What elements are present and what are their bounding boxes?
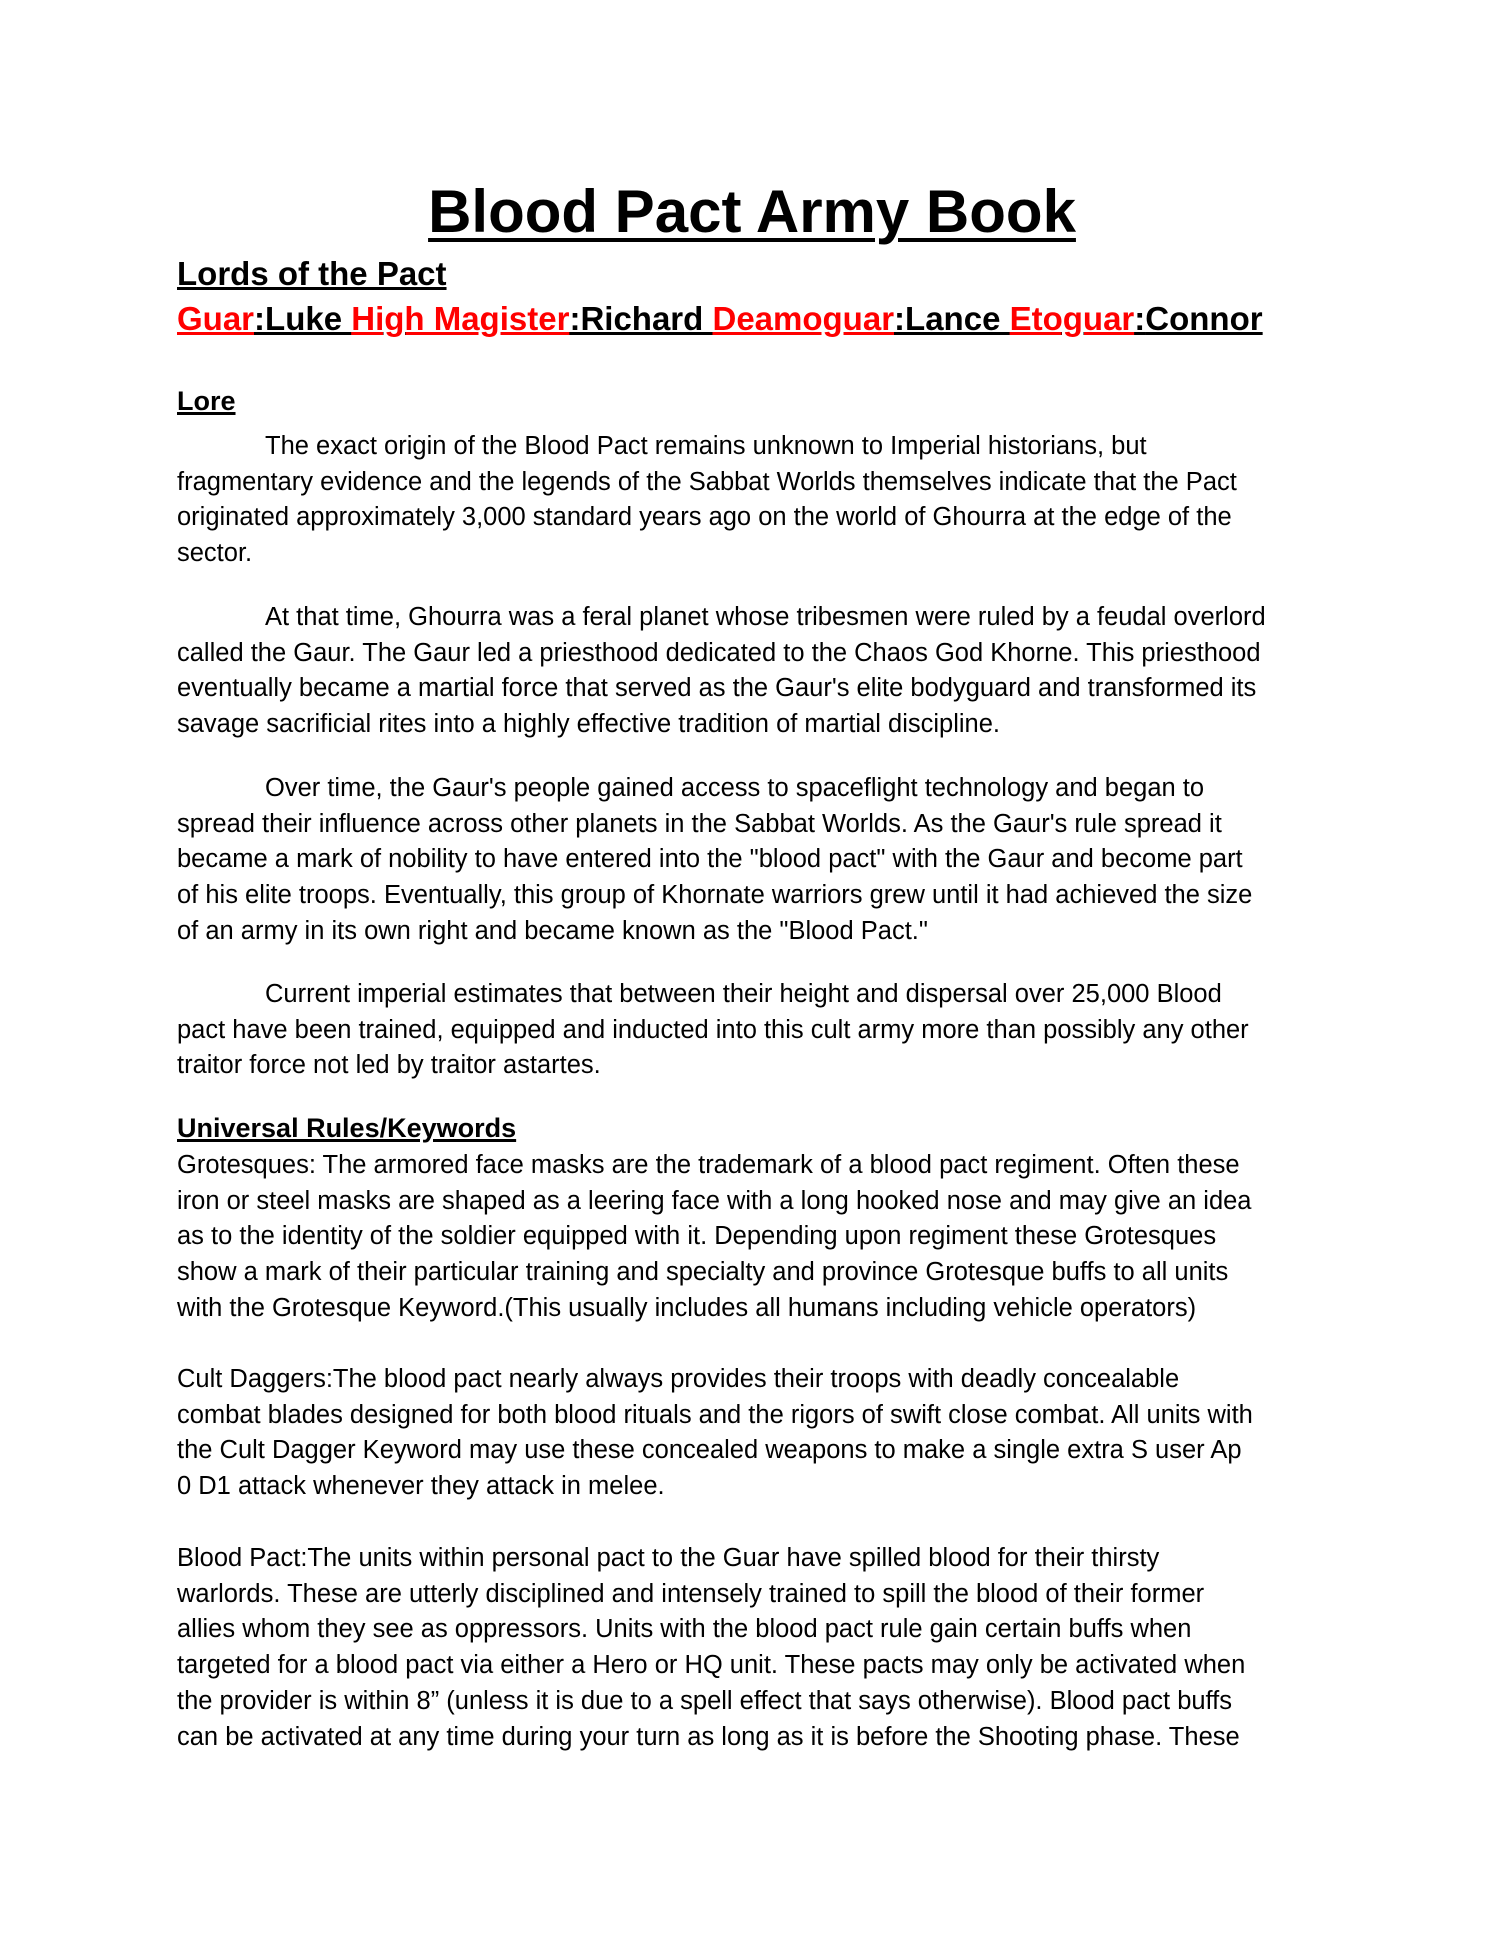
lord-separator: : — [894, 300, 906, 337]
text-line: the Cult Dagger Keyword may use these concealed weapons to make a single extra S user Ap — [177, 1436, 1242, 1465]
lore-paragraph-2 — [177, 600, 1327, 743]
document-title: Blood Pact Army Book — [428, 178, 1076, 245]
text-line: At that time, Ghourra was a feral planet whose tribesmen were ruled by a feudal overlord — [265, 603, 1266, 631]
text-line: warlords. These are utterly disciplined and intensely trained to spill the blood of their former — [177, 1579, 1205, 1608]
text-line: the provider is within 8” (unless it is due to a spell effect that says otherwise). Blood pact buffs — [177, 1686, 1233, 1715]
lord-separator: : — [569, 300, 581, 337]
lord-name: Lance — [905, 300, 1010, 337]
text-line: can be activated at any time during your turn as long as it is before the Shooting phase. These — [177, 1722, 1240, 1751]
rule-cult-daggers — [177, 1362, 1327, 1505]
text-line: called the Gaur. The Gaur led a priesthood dedicated to the Chaos God Khorne. This priesthood — [177, 638, 1261, 667]
lore-heading: Lore — [177, 386, 236, 416]
lord-entry — [712, 300, 1009, 337]
lord-role: Etoguar — [1009, 300, 1135, 337]
lord-name: Connor — [1145, 300, 1263, 337]
lord-name: Luke — [265, 300, 352, 337]
text-line: iron or steel masks are shaped as a leering face with a long hooked nose and may give an idea — [177, 1186, 1252, 1215]
rule-grotesques — [177, 1148, 1327, 1327]
text-line: combat blades designed for both blood rituals and the rigors of swift close combat. All units with — [177, 1400, 1253, 1429]
text-line: targeted for a blood pact via either a Hero or HQ unit. These pacts may only be activated when — [177, 1651, 1246, 1680]
text-line: show a mark of their particular training and specialty and province Grotesque buffs to all units — [177, 1258, 1229, 1287]
lords-heading: Lords of the Pact — [177, 255, 447, 292]
text-line: fragmentary evidence and the legends of the Sabbat Worlds themselves indicate that the Pact — [177, 467, 1237, 496]
text-line: as to the identity of the soldier equipped with it. Depending upon regiment these Grotesques — [177, 1222, 1217, 1251]
text-line: 0 D1 attack whenever they attack in melee. — [177, 1472, 665, 1501]
text-line: allies whom they see as oppressors. Units with the blood pact rule gain certain buffs when — [177, 1615, 1192, 1644]
text-line: Grotesques: The armored face masks are the trademark of a blood pact regiment. Often these — [177, 1151, 1240, 1179]
lord-entry — [351, 300, 712, 337]
text-line: with the Grotesque Keyword.(This usually includes all humans including vehicle operators) — [177, 1293, 1197, 1322]
lord-entry — [1010, 300, 1263, 337]
text-line: of his elite troops. Eventually, this group of Khornate warriors grew until it had achieved the size — [177, 881, 1253, 910]
text-line: eventually became a martial force that served as the Gaur's elite bodyguard and transformed its — [177, 674, 1257, 703]
rules-heading: Universal Rules/Keywords — [177, 1113, 517, 1143]
text-line: pact have been trained, equipped and inducted into this cult army more than possibly any other — [177, 1015, 1249, 1044]
lore-paragraph-3 — [177, 771, 1327, 950]
lord-role: Deamoguar — [712, 300, 895, 337]
text-line: sector. — [177, 539, 253, 568]
text-line: Over time, the Gaur's people gained access to spaceflight technology and began to — [265, 774, 1205, 802]
lord-name: Richard — [580, 300, 713, 337]
lord-entry — [177, 300, 351, 337]
text-line: traitor force not led by traitor astartes. — [177, 1051, 601, 1080]
lore-paragraph-1 — [177, 429, 1327, 572]
lord-separator: : — [254, 300, 266, 337]
rule-blood-pact — [177, 1541, 1327, 1755]
lord-role: Guar — [177, 300, 255, 337]
lore-paragraph-4 — [177, 977, 1327, 1084]
text-line: spread their influence across other planets in the Sabbat Worlds. As the Gaur's rule spread it — [177, 809, 1222, 838]
text-line: The exact origin of the Blood Pact remains unknown to Imperial historians, but — [265, 432, 1147, 460]
text-line: Cult Daggers:The blood pact nearly always provides their troops with deadly concealable — [177, 1365, 1180, 1393]
text-line: of an army in its own right and became known as the "Blood Pact." — [177, 916, 928, 945]
text-line: Current imperial estimates that between their height and dispersal over 25,000 Blood — [265, 980, 1222, 1008]
text-line: Blood Pact:The units within personal pact to the Guar have spilled blood for their thirsty — [177, 1544, 1160, 1572]
text-line: originated approximately 3,000 standard years ago on the world of Ghourra at the edge of the — [177, 503, 1232, 532]
lord-separator: : — [1134, 300, 1146, 337]
lord-role: High Magister — [351, 300, 570, 337]
lords-roster — [177, 299, 1263, 339]
text-line: became a mark of nobility to have entered into the "blood pact" with the Gaur and become part — [177, 845, 1243, 874]
text-line: savage sacrificial rites into a highly effective tradition of martial discipline. — [177, 710, 1000, 739]
